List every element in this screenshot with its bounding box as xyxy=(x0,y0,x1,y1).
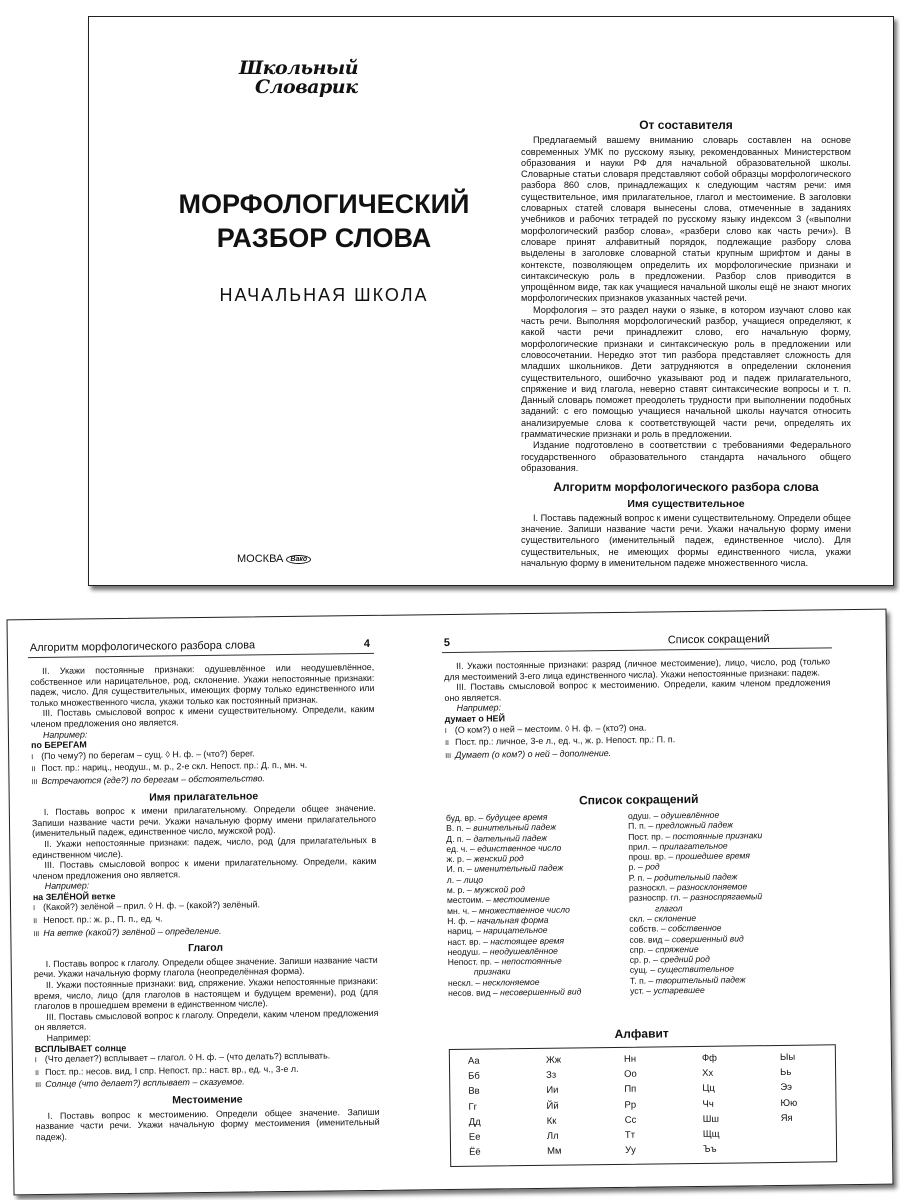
verb-example-head: ВСПЛЫВАЕТ солнце xyxy=(34,1042,127,1054)
alphabet-letter: Аа xyxy=(467,1055,480,1067)
page-4-content xyxy=(30,662,380,1143)
abbreviation-entry: разноскл. – разносклоняемое xyxy=(628,881,748,893)
abbreviation-entry: сов. вид – совершенный вид xyxy=(629,932,744,945)
abbreviation-entry: ед. ч. – единственное число xyxy=(446,842,562,854)
publisher-logo: Вако xyxy=(286,555,311,564)
alphabet-letter: Шш xyxy=(702,1113,720,1125)
abbreviation-entry: наст. вр. – настоящее время xyxy=(447,935,565,947)
abbreviation-entry: ср. р. – средний род xyxy=(629,953,710,965)
preface-paragraph: Издание подготовлено в соответствии с требованиями Федерального государственного образовательного стандарта начального общего образования. xyxy=(521,440,851,473)
abbreviation-entry: мн. ч. – множественное число xyxy=(447,904,570,916)
abbreviation-entry: Р. п. – родительный падеж xyxy=(628,871,738,883)
abbreviation-entry: прош. вр. – прошедшее время xyxy=(628,850,751,863)
verb-heading: Глагол xyxy=(187,942,224,955)
noun-heading: Имя существительное xyxy=(627,497,745,510)
alphabet-letter: Зз xyxy=(546,1069,557,1082)
book-title-line-2: РАЗБОР СЛОВА xyxy=(216,223,432,253)
abbreviation-entry: Непост. пр. – непостоянные xyxy=(447,955,562,968)
pronoun-step-1: I. Поставь вопрос к местоимению. Определи общее значение. Запиши название части речи. Укажи начальную форму местоимения (именительный падеж). xyxy=(35,1106,380,1142)
pronoun-step-2: II. Укажи постоянные признаки: разряд (личное местоимение), лицо, число, род (только для местоимений 3-его лица единственного числа). Укажи непостоянные признаки: падеж. xyxy=(444,656,831,682)
abbreviation-entry: И. п. – именительный падеж xyxy=(446,863,564,875)
abbreviation-entry: В. п. – винительный падеж xyxy=(446,821,557,834)
adjective-example-line: II Непост. пр.: ж. р., П. п., ед. ч. xyxy=(33,913,163,926)
verb-step-1: I. Поставь вопрос к глаголу. Определи общее значение. Запиши название части речи. Укажи начальную форму глагола (неопределённая форма). xyxy=(33,954,378,980)
abbreviation-entry: м. р. – мужской род xyxy=(446,884,526,896)
example-label: Например: xyxy=(456,702,502,714)
noun-example-head: по БЕРЕГАМ xyxy=(30,739,87,751)
preface-column xyxy=(521,120,851,569)
preface-heading: От составителя xyxy=(639,118,733,132)
adjective-step-3: III. Поставь смысловой вопрос к имени прилагательному. Определи, каким членом предложения оно является. xyxy=(32,855,377,881)
pronoun-step-3: III. Поставь смысловой вопрос к местоимению. Определи, каким членом предложения оно является. xyxy=(444,677,831,703)
alphabet-letter: Ии xyxy=(546,1085,559,1097)
abbreviation-entry: одуш. – одушевлённое xyxy=(627,809,720,821)
verb-step-2: II. Укажи постоянные признаки: вид, спряжение. Укажи непостоянные признаки: время, число, лицо (для глаголов в настоящем и будущем времени), род (для глаголов в прошедшем времени в единственном числе). xyxy=(34,975,379,1012)
abbreviation-entry: скл. – склонение xyxy=(629,912,697,924)
abbreviations-heading: Список сокращений xyxy=(578,791,699,808)
page-5-number: 5 xyxy=(443,636,451,650)
abbreviation-entry: признаки xyxy=(473,966,511,978)
example-label: Например: xyxy=(44,880,90,892)
publisher xyxy=(237,553,311,565)
alphabet-letter: Гг xyxy=(468,1101,478,1113)
alphabet-letter: Ьь xyxy=(780,1067,792,1079)
alphabet-letter: Лл xyxy=(546,1130,559,1142)
adjective-example-line: I (Какой?) зелёной – прил. ◊ Н. ф. – (какой?) зелёный. xyxy=(33,899,261,913)
alphabet-letter: Бб xyxy=(468,1070,480,1082)
noun-step-2: II. Укажи постоянные признаки: одушевлённое или неодушевлённое, собственное или нарицательное, род, склонение. Укажи непостоянные признаки: падеж, число. Для существительных, имеющих форму только единственного или только множественного числа, укажи только как постоянный признак. xyxy=(30,661,375,708)
pronoun-example-line: III Думает (о ком?) о ней – дополнение. xyxy=(445,747,612,760)
noun-step-1: I. Поставь падежный вопрос к имени существительному. Определи общее значение. Запиши название части речи. Укажи начальную форму имени существительного (именительный падеж, единственное число). Для существительных, не имеющих формы единственного числа, укажи начальную форму в именительном падеже множественного числа. xyxy=(521,512,851,568)
alphabet-letter: Нн xyxy=(623,1053,637,1065)
preface-paragraph: Морфология – это раздел науки о языке, в котором изучают слово как часть речи. Выполняя морфологический разбор, учащиеся определяют, к какой части речи принадлежит слово, его начальную форму, морфологические признаки и синтаксическую роль в предложении или словосочетании. Нередко этот тип разбора представляет сложность для младших школьников. Дети затрудняются в определении склонения существительного, ошибочно указывают род и падеж прилагательного, спряжение и вид глагола, неверно ставят синтаксические вопросы и т. п. Данный словарь поможет преодолеть трудности при выполнении подобных заданий: с его помощью учащиеся начальной школы научатся относить анализируемые слова к соответствующей части речи, определять их грамматические признаки и роль в предложении. xyxy=(521,304,851,440)
alphabet-letter: Жж xyxy=(545,1054,562,1066)
book-spread xyxy=(7,609,894,1196)
adjective-step-1: I. Поставь вопрос к имени прилагательному. Определи общее значение. Запиши название части речи. Укажи начальную форму имени прилагательного (именительный падеж, единственное число, мужской род). xyxy=(31,803,377,839)
noun-example-line: I (По чему?) по берегам – сущ. ◊ Н. ф. – (что?) берег. xyxy=(31,748,255,761)
alphabet-letter: Хх xyxy=(702,1067,714,1080)
alphabet-letter: Ее xyxy=(468,1131,481,1143)
alphabet-letter: Дд xyxy=(468,1116,481,1128)
alphabet-letter: Уу xyxy=(624,1144,636,1157)
logo-line-1: Школьный xyxy=(239,57,359,79)
alphabet-letter: Ъъ xyxy=(702,1143,717,1156)
abbreviation-entry: нескл. – несклоняемое xyxy=(447,976,540,988)
abbreviation-entry: неодуш. – неодушевлённое xyxy=(447,945,558,957)
alphabet-letter: Мм xyxy=(546,1145,562,1158)
adjective-example-head: на ЗЕЛЁНОЙ ветке xyxy=(32,890,116,902)
noun-example-line: II Пост. пр.: нариц., неодуш., м. р., 2-е скл. Непост. пр.: Д. п., мн. ч. xyxy=(31,760,308,774)
abbreviation-entry: П. п. – предложный падеж xyxy=(628,819,734,832)
abbreviation-entry: Пост. пр. – постоянные признаки xyxy=(628,829,763,842)
pronoun-example-line: II Пост. пр.: личное, 3-е л., ед. ч., ж. р. Непост. пр.: П. п. xyxy=(445,734,676,748)
series-logo xyxy=(239,59,358,97)
verb-example-line: III Солнце (что делает?) всплывает – сказуемое. xyxy=(35,1076,245,1090)
alphabet-letter: Чч xyxy=(702,1098,714,1110)
abbreviation-entry: Д. п. – дательный падеж xyxy=(446,832,548,844)
algorithm-heading: Алгоритм морфологического разбора слова xyxy=(553,480,819,495)
publisher-city: МОСКВА xyxy=(237,553,284,565)
book-subtitle: НАЧАЛЬНАЯ ШКОЛА xyxy=(219,285,429,305)
example-label: Например: xyxy=(42,728,88,740)
page-4-header: Алгоритм морфологического разбора слова xyxy=(29,639,256,655)
alphabet-letter: Тт xyxy=(624,1129,636,1141)
abbreviation-entry: буд. вр. – будущее время xyxy=(445,811,548,824)
logo-line-2: Словарик xyxy=(255,76,358,98)
page-5-content xyxy=(444,656,831,762)
alphabet-letter: Кк xyxy=(546,1115,557,1127)
abbreviation-entry: прил. – прилагательное xyxy=(628,840,728,852)
abbreviation-entry: р. – род xyxy=(628,861,660,873)
noun-example-line: III Встречаются (где?) по берегам – обстоятельство. xyxy=(31,773,265,787)
pronoun-example-head: думает о НЕЙ xyxy=(444,713,505,725)
pronoun-heading: Местоимение xyxy=(172,1093,243,1107)
abbreviation-entry: уст. – устаревшее xyxy=(630,984,705,996)
abbreviation-entry: ж. р. – женский род xyxy=(446,853,524,865)
abbreviation-entry: л. – лицо xyxy=(446,874,484,885)
abbreviation-entry: разноспр. гл. – разноспрягаемый xyxy=(628,891,763,904)
noun-step-3: III. Поставь смысловой вопрос к имени существительному. Определи, каким членом предложения оно является. xyxy=(30,704,375,730)
alphabet-letter: Ыы xyxy=(779,1051,796,1063)
page-5-divider xyxy=(442,647,832,653)
abbreviation-entry: несов. вид – несовершенный вид xyxy=(448,986,582,999)
cover-page xyxy=(88,16,894,586)
abbreviation-entry: нариц. – нарицательное xyxy=(447,925,548,937)
verb-step-3: III. Поставь смысловой вопрос к глаголу. Определи, каким членом предложения он является. xyxy=(34,1007,379,1033)
alphabet-letter: Ээ xyxy=(780,1082,793,1094)
adjective-example-line: III На ветке (какой?) зелёной – определение. xyxy=(33,925,222,938)
verb-example-line: II Пост. пр.: несов. вид, I спр. Непост. пр.: наст. вр., ед. ч., 3-е л. xyxy=(35,1063,299,1077)
page-4-number: 4 xyxy=(363,637,371,651)
alphabet-letter: Сс xyxy=(624,1114,637,1126)
alphabet-letter: Щщ xyxy=(702,1128,720,1140)
alphabet-letter: Ёё xyxy=(468,1146,481,1158)
alphabet-letter: Йй xyxy=(546,1100,559,1112)
abbreviation-entry: Т. п. – творительный падеж xyxy=(629,974,746,986)
alphabet-letter: Фф xyxy=(701,1052,718,1064)
abbreviations-left-column xyxy=(446,811,628,999)
abbreviation-entry: глагол xyxy=(655,902,683,914)
alphabet-letter: Цц xyxy=(702,1083,715,1095)
page-4-divider xyxy=(28,653,374,658)
abbreviation-entry: местоим. – местоимение xyxy=(446,894,550,906)
example-label: Например: xyxy=(46,1032,92,1043)
abbreviation-entry: Н. ф. – начальная форма xyxy=(447,914,549,927)
verb-example-line: I (Что делает?) всплывает – глагол. ◊ Н. ф. – (что делать?) всплывать. xyxy=(34,1050,331,1065)
adjective-step-2: II. Укажи непостоянные признаки: падеж, число, род (для прилагательных в единственном числе). xyxy=(32,834,377,860)
alphabet-table xyxy=(449,1044,837,1167)
alphabet-letter: Яя xyxy=(780,1112,793,1124)
page-5-header: Список сокращений xyxy=(667,633,770,647)
book-title-line-1: МОРФОЛОГИЧЕСКИЙ xyxy=(178,189,470,219)
alphabet-heading: Алфавит xyxy=(614,1026,669,1041)
abbreviation-entry: сущ. – существительное xyxy=(629,963,735,976)
abbreviation-entry: спр. – спряжение xyxy=(629,943,699,955)
alphabet-letter: Оо xyxy=(624,1068,637,1081)
abbreviations-right-column xyxy=(628,808,840,996)
alphabet-letter: Пп xyxy=(624,1084,637,1096)
pronoun-example-line: I (О ком?) о ней – местоим. ◊ Н. ф. – (кто?) она. xyxy=(444,722,647,735)
book-title xyxy=(89,187,559,255)
abbreviation-entry: собств. – собственное xyxy=(629,922,722,935)
preface-paragraph: Предлагаемый вашему вниманию словарь составлен на основе современных УМК по русскому языку, рекомендованных Министерством образования и науки РФ для начальной образовательной школы. Словарные статьи словаря представляют собой образцы морфологического разбора 860 слов, принадлежащих к следующим частям речи: имя существительное, имя прилагательное, глагол и местоимение. В заголовки словарных статей словаря вынесены слова, отмеченные в заданиях учебников и рабочих тетрадей по русскому языку индексом 3 («выполни морфологический разбор слова», «разбери слово как часть речи»). В словаре принят алфавитный порядок, подлежащие разбору слова выделены в заголовке словарной статьи крупным шрифтом и даны в контексте, позволяющем определить их морфологические признаки и синтаксическую роль в предложении. Разбор слов приводится в упрощённом виде, так как учащиеся начальной школы ещё не знают многих морфологических признаков указанных частей речи. xyxy=(521,135,851,304)
adjective-heading: Имя прилагательное xyxy=(149,789,259,804)
alphabet-letter: Юю xyxy=(780,1097,798,1109)
alphabet-letter: Вв xyxy=(468,1086,480,1098)
alphabet-letter: Рр xyxy=(624,1099,637,1111)
